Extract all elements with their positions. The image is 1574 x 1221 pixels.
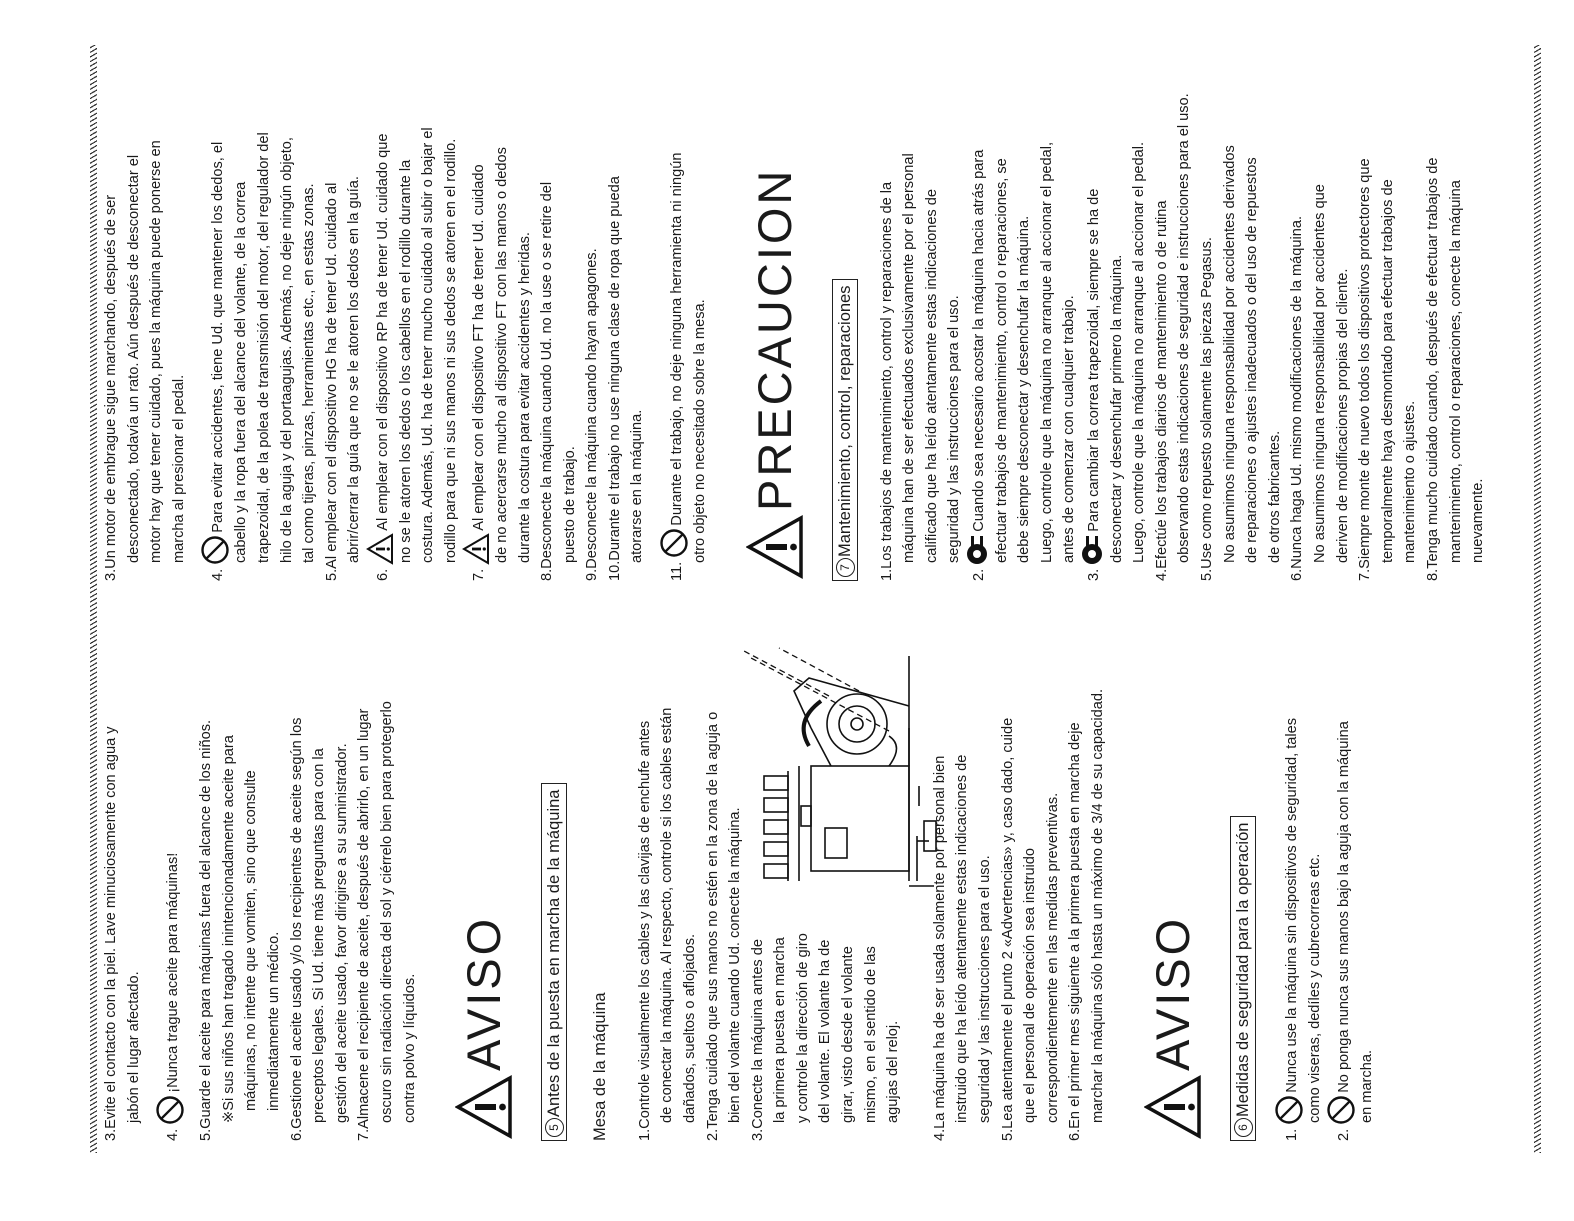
text-line: otro objeto no necesitado sobre la mesa.: [692, 299, 709, 563]
text-line: jabón el lugar afectado.: [125, 971, 142, 1123]
item-7: 7.Almacene el recipiente de aceite, después de abrirlo, en un lugar: [356, 708, 373, 1141]
warning-triangle-icon: [746, 515, 804, 579]
text-line: cabello y la ropa fuera del alcance del volante, de la correa: [233, 181, 250, 563]
s6-item-2: 2. No ponga nunca sus manos bajo la aguja con la máquina: [1326, 606, 1356, 1141]
unplug-icon: [1081, 535, 1103, 565]
text-line: girar, visto desde el volante: [840, 946, 857, 1123]
right-column: [100, 36, 1490, 581]
aviso-heading: [455, 606, 513, 1139]
item-6: 6.Gestione el aceite usado y/o los recipientes de aceite según los: [288, 717, 305, 1141]
r-item-11: 11. Durante el trabajo, no deje ninguna herramienta ni ningún: [659, 36, 689, 581]
text-line: preceptos legales. Si Ud. tiene más preguntas para con la: [311, 748, 328, 1123]
text-line: ※Si sus niños han tragado inintencionadamente aceite para: [220, 735, 237, 1123]
text-line: No asumimos ninguna responsabilidad por accidentes derivados: [1221, 145, 1238, 563]
text-line: de conectar la máquina. Al respecto, controle si los cables están: [659, 707, 676, 1123]
text-line: costura. Además, Ud. ha de tener mucho cuidado al subir o bajar el: [420, 127, 437, 563]
text-line: rodillo para que ni sus manos ni sus dedos se atoren en el rodillo.: [442, 138, 459, 563]
s5-item-5: 5.Lea atentamente el punto 2 «Advertencias» y, caso dado, cuide: [999, 717, 1016, 1141]
r-item-4: 4. Para evitar accidentes, tiene Ud. que mantener los dedos, el: [200, 36, 230, 581]
text-line: mantenimiento o ajustes.: [1402, 400, 1419, 563]
text-line: No asumimos ninguna responsabilidad por accidentes que: [1311, 184, 1328, 563]
text-line: debe siempre desconectar y desenchufar la máquina.: [1016, 215, 1033, 563]
text-line: dañados, sueltos o aflojados.: [681, 933, 698, 1123]
text-line: del volante. El volante ha de: [817, 939, 834, 1123]
text-line: de reparaciones o ajustes inadecuados o del uso de repuestos: [1244, 157, 1261, 563]
s5-item-6: 6.En el primer mes siguiente a la primera puesta en marcha deje: [1067, 722, 1084, 1141]
text-line: máquinas, no intente que vomiten, sino que consulte: [243, 770, 260, 1111]
text-line: seguridad y las instrucciones para el uso.: [977, 855, 994, 1123]
text-line: temporalmente haya desmontado para efectuar trabajos de: [1379, 179, 1396, 563]
text-line: mantenimiento, control o reparaciones, conecte la máquina: [1447, 180, 1464, 563]
text-line: bien del volante cuando Ud. conecte la máquina.: [727, 807, 744, 1123]
s6-item-1: 1. Nunca use la máquina sin dispositivos de seguridad, tales: [1274, 606, 1304, 1141]
text-line: máquina han de ser efectuados exclusivamente por el personal: [901, 153, 918, 563]
s7-item-6: 6.Nunca haga Ud. mismo modificaciones de la máquina.: [1289, 215, 1306, 581]
s5-item-2: 2.Tenga cuidado que sus manos no estén en la zona de la aguja o: [704, 711, 721, 1141]
caution-triangle-icon: [366, 533, 394, 565]
s7-item-4: 4.Efectúe los trabajos diarios de mantenimiento o de rutina: [1153, 200, 1170, 581]
precaucion-title: PRECAUCION: [747, 167, 801, 511]
s5-item-3-with-figure: [747, 606, 905, 1141]
left-column: [100, 606, 1379, 1141]
prohibition-icon: [1274, 1095, 1304, 1125]
text-line: correspondientemente en las medidas preventivas.: [1044, 792, 1061, 1123]
text-line: marchar la máquina sólo hasta un máximo de 3/4 de su capacidad.: [1090, 688, 1106, 1123]
section-7-title: 7Mantenimiento, control, reparaciones: [832, 279, 858, 581]
prohibition-icon: [200, 535, 230, 565]
text-line: hilo de la aguja y del portaagujas. Además, no deje ningún objeto,: [278, 137, 295, 563]
text-line: abrir/cerrar la guía que no se le atoren los dedos en la guía.: [346, 176, 363, 563]
r-item-5: 5.Al emplear con el dispositivo HG ha de tener Ud. cuidado al: [323, 182, 340, 581]
prohibition-icon: [1326, 1095, 1356, 1125]
s7-item-5: 5.Use como repuesto solamente las piezas Pegasus.: [1198, 237, 1215, 581]
text-line: que el personal de operación sea instruido: [1022, 847, 1039, 1123]
text-line: en marcha.: [1359, 1049, 1376, 1123]
text-line: gestión del aceite usado, favor dirigirse a su suministrador.: [333, 743, 350, 1123]
text-line: tal como tijeras, pinzas, herramientas etc., en estas zonas.: [301, 183, 318, 563]
text-line: como viseras, dedíles y cubrecorreas etc.: [1306, 853, 1323, 1123]
warning-triangle-icon: [455, 1075, 513, 1139]
warning-triangle-icon: [1144, 1075, 1202, 1139]
mesa-title: Mesa de la máquina: [591, 992, 610, 1141]
prohibition-icon: [155, 1095, 185, 1125]
text-line: no se le atoren los dedos o los cabellos en el rodillo durante la: [397, 159, 414, 563]
item-4: 4. ¡Nunca trague aceite para máquinas!: [155, 606, 185, 1141]
handwheel-diagram: [739, 646, 954, 896]
text-line: mismo, en el sentido de las: [862, 946, 879, 1123]
r-item-10: 10.Durante el trabajo no use ninguna clase de ropa que pueda: [606, 176, 623, 581]
text-line: efectuar trabajos de mantenimiento, control o reparaciones, se: [993, 158, 1010, 563]
text-line: deriven de modificaciones propias del cliente.: [1334, 268, 1351, 563]
caution-triangle-icon: [462, 533, 490, 565]
text-line: seguridad y las instrucciones para el uso.: [946, 295, 963, 563]
text-line: contra polvo y líquidos.: [401, 973, 418, 1123]
text-line: calificado que ha leído atentamente estas indicaciones de: [923, 188, 940, 563]
bottom-hatched-border: [1534, 45, 1541, 1153]
text-line: instruido que ha leído atentamente estas indicaciones de: [954, 754, 971, 1123]
prohibition-icon: [659, 528, 689, 558]
text-line: motor hay que tener cuidado, pues la máquina puede ponerse en: [148, 140, 165, 563]
unplug-icon: [966, 535, 988, 565]
text-line: inmediatamente un médico.: [265, 931, 282, 1111]
r-item-8: 8.Desconecte la máquina cuando Ud. no la use o se retire del: [539, 181, 556, 581]
text-line: la primera puesta en marcha: [772, 937, 789, 1123]
aviso-title-2: AVISO: [1145, 915, 1199, 1071]
text-line: de otros fabricantes.: [1266, 430, 1283, 563]
text-line: de no acercarse mucho al dispositivo FT con las manos o dedos: [493, 147, 510, 563]
r-item-6: 6. Al emplear con el dispositivo RP ha de tener Ud. cuidado que: [366, 36, 395, 581]
aviso-title: AVISO: [457, 915, 511, 1071]
item-5: 5.Guarde el aceite para máquinas fuera del alcance de los niños.: [198, 719, 215, 1141]
aviso-heading-2: [1144, 606, 1202, 1139]
text-line: desconectado, todavía un rato. Aún después de desconectar el: [125, 154, 142, 563]
s7-item-8: 8.Tenga mucho cuidado cuando, después de efectuar trabajos de: [1424, 157, 1441, 581]
r-item-3: 3.Un motor de embrague sigue marchando, después de ser: [103, 194, 119, 581]
section-6-title: 6Medidas de seguridad para la operación: [1230, 816, 1256, 1141]
text-line: observando estas indicaciones de seguridad e instrucciones para el uso.: [1176, 93, 1193, 563]
text-line: durante la costura para evitar accidentes y heridas.: [516, 232, 533, 563]
text-line: desconectar y desenchufar primero la máquina.: [1108, 254, 1125, 563]
text-line: marcha al presionar el pedal.: [170, 374, 187, 563]
text-line: 3.Evite el contacto con la piel. Lave minuciosamente con agua y: [103, 726, 119, 1141]
text-line: nuevamente.: [1470, 478, 1487, 563]
text-line: atorarse en la máquina.: [629, 409, 646, 563]
text-line: agujas del reloj.: [885, 1020, 902, 1123]
text-line: Luego, controle que la máquina no arranque al accionar el pedal.: [1131, 141, 1148, 563]
top-hatched-border: [90, 45, 97, 1153]
text-line: y controle la dirección de giro: [794, 933, 811, 1123]
section-5-title: 5Antes de la puesta en marcha de la máquina: [541, 783, 567, 1141]
text-line: puesto de trabajo.: [561, 446, 578, 563]
s5-item-4: 4.La máquina ha de ser usada solamente por personal bien: [931, 755, 948, 1141]
s5-item-3: 3.Conecte la máquina antes de: [749, 938, 766, 1141]
text-line: antes de comenzar con cualquier trabajo.: [1061, 295, 1078, 563]
precaucion-heading: [746, 36, 804, 579]
s7-item-1: 1.Los trabajos de mantenimiento, control y reparaciones de la: [878, 181, 895, 581]
r-item-7: 7. Al emplear con el dispositivo FT ha de tener Ud. cuidado: [462, 36, 491, 581]
text-line: trapezoidal, de la polea de transmisión del motor, del regulador del: [255, 132, 272, 563]
r-item-9: 9.Desconecte la máquina cuando hayan apagones.: [584, 248, 601, 581]
s5-item-1: 1.Controle visualmente los cables y las clavijas de enchufe antes: [636, 720, 653, 1141]
text-line: Luego, controle que la máquina no arranque al accionar el pedal,: [1038, 141, 1055, 563]
s7-item-3: 3. Para cambiar la correa trapezoidal, siempre se ha de: [1081, 36, 1106, 581]
text-line: oscuro sin radiación directa del sol y ciérrelo bien para protegerlo: [378, 701, 395, 1123]
s7-item-2: 2. Cuando sea necesario acostar la máquina hacia atrás para: [966, 36, 991, 581]
s7-item-7: 7.Siempre monte de nuevo todos los dispositivos protectores que: [1357, 158, 1374, 581]
